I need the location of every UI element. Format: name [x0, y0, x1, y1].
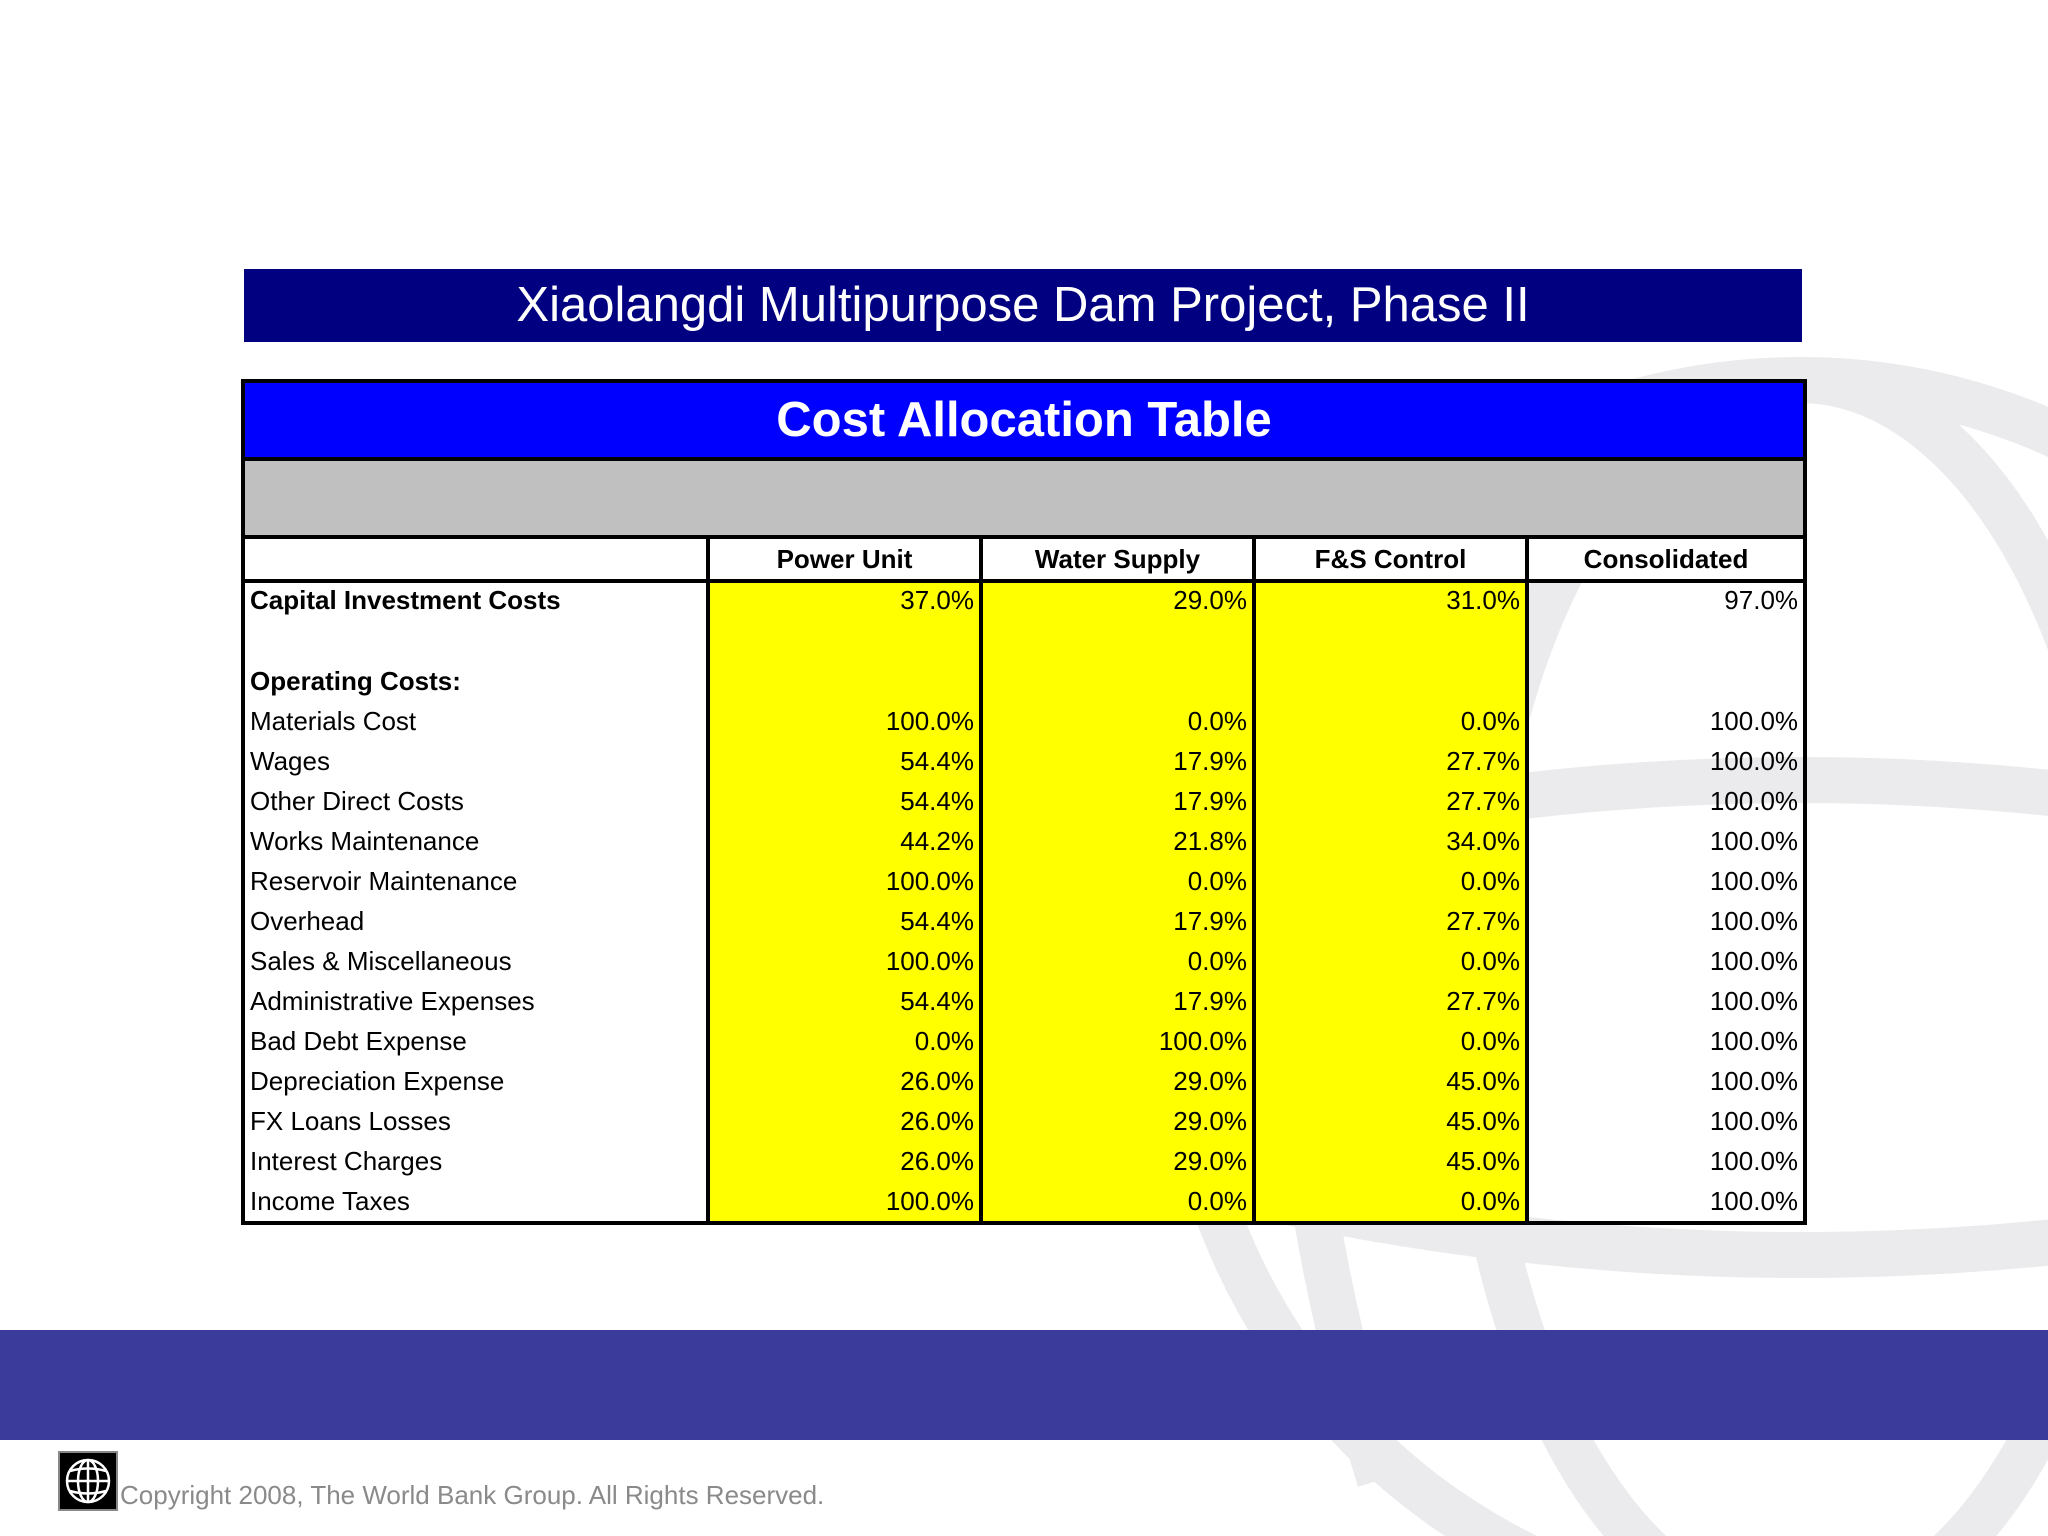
cell-fs-control: 27.7%: [1254, 981, 1527, 1021]
cell-power-unit: 37.0%: [708, 581, 981, 661]
cell-fs-control: 0.0%: [1254, 701, 1527, 741]
cell-fs-control: 45.0%: [1254, 1101, 1527, 1141]
table-row: [243, 1101, 1805, 1141]
column-header-consolidated: Consolidated: [1527, 537, 1805, 581]
row-label: Depreciation Expense: [243, 1061, 708, 1101]
cost-allocation-table: [241, 379, 1803, 1226]
column-header-power-unit: Power Unit: [708, 537, 981, 581]
cell-fs-control: 0.0%: [1254, 861, 1527, 901]
cell-water-supply: 0.0%: [981, 701, 1254, 741]
cell-fs-control: 0.0%: [1254, 1021, 1527, 1061]
row-label: Interest Charges: [243, 1141, 708, 1181]
cell-fs-control: 31.0%: [1254, 581, 1527, 661]
cell-power-unit: 44.2%: [708, 821, 981, 861]
cell-consolidated: 100.0%: [1527, 1101, 1805, 1141]
cell-water-supply: 17.9%: [981, 901, 1254, 941]
table-row: [243, 821, 1805, 861]
cell-power-unit: 100.0%: [708, 941, 981, 981]
table-row: [243, 1141, 1805, 1181]
slide-title-banner: Xiaolangdi Multipurpose Dam Project, Phase II: [244, 269, 1802, 342]
cell-water-supply: 17.9%: [981, 781, 1254, 821]
cell-water-supply: 29.0%: [981, 1061, 1254, 1101]
table-row: [243, 941, 1805, 981]
row-label: Sales & Miscellaneous: [243, 941, 708, 981]
row-label: Works Maintenance: [243, 821, 708, 861]
cell-fs-control: 27.7%: [1254, 741, 1527, 781]
cell-power-unit: 26.0%: [708, 1061, 981, 1101]
cell-consolidated: 100.0%: [1527, 821, 1805, 861]
cell-water-supply: 17.9%: [981, 741, 1254, 781]
cell-fs-control: 27.7%: [1254, 901, 1527, 941]
cell-water-supply: 0.0%: [981, 1181, 1254, 1223]
cell-consolidated: 100.0%: [1527, 901, 1805, 941]
row-label: FX Loans Losses: [243, 1101, 708, 1141]
row-label: Income Taxes: [243, 1181, 708, 1223]
cell-consolidated: 100.0%: [1527, 741, 1805, 781]
cell-consolidated: 100.0%: [1527, 861, 1805, 901]
cell-water-supply: 21.8%: [981, 821, 1254, 861]
cell-fs-control: 45.0%: [1254, 1061, 1527, 1101]
cell-power-unit: 54.4%: [708, 981, 981, 1021]
table-spacer-band: [243, 459, 1805, 537]
table-row-capital: [243, 581, 1805, 661]
cell-consolidated: 100.0%: [1527, 941, 1805, 981]
column-header-fs-control: F&S Control: [1254, 537, 1527, 581]
section-heading: Operating Costs:: [243, 661, 708, 701]
cell-fs-control: 27.7%: [1254, 781, 1527, 821]
cell-consolidated: 100.0%: [1527, 981, 1805, 1021]
table-row-operating-heading: [243, 661, 1805, 701]
table-row: [243, 901, 1805, 941]
cell-consolidated: 100.0%: [1527, 781, 1805, 821]
cell-power-unit: 54.4%: [708, 741, 981, 781]
cell-water-supply: 17.9%: [981, 981, 1254, 1021]
cell-power-unit: 54.4%: [708, 781, 981, 821]
table-title: Cost Allocation Table: [243, 381, 1805, 459]
table-row: [243, 981, 1805, 1021]
cell-water-supply: 29.0%: [981, 581, 1254, 661]
column-header-water-supply: Water Supply: [981, 537, 1254, 581]
row-label: Wages: [243, 741, 708, 781]
cell-water-supply: 100.0%: [981, 1021, 1254, 1061]
cell-consolidated: 100.0%: [1527, 701, 1805, 741]
cell-water-supply: 29.0%: [981, 1141, 1254, 1181]
cell-consolidated: 97.0%: [1527, 581, 1805, 661]
table-row: [243, 1061, 1805, 1101]
table-row: [243, 1181, 1805, 1223]
cell-power-unit: 26.0%: [708, 1141, 981, 1181]
row-label: Administrative Expenses: [243, 981, 708, 1021]
row-label: Reservoir Maintenance: [243, 861, 708, 901]
row-label: Materials Cost: [243, 701, 708, 741]
footer-band: [0, 1330, 2048, 1440]
world-bank-globe-icon: [58, 1451, 118, 1511]
row-label: Other Direct Costs: [243, 781, 708, 821]
operating-cost-rows: [243, 701, 1805, 1223]
cell-water-supply: 0.0%: [981, 861, 1254, 901]
cell-consolidated: 100.0%: [1527, 1141, 1805, 1181]
cell-power-unit: 100.0%: [708, 1181, 981, 1223]
cell-consolidated: 100.0%: [1527, 1061, 1805, 1101]
cell-power-unit: 100.0%: [708, 861, 981, 901]
column-header-label: [243, 537, 708, 581]
row-label: Overhead: [243, 901, 708, 941]
cell-consolidated: 100.0%: [1527, 1021, 1805, 1061]
table-row: [243, 781, 1805, 821]
cell-power-unit: 0.0%: [708, 1021, 981, 1061]
cell-power-unit: 54.4%: [708, 901, 981, 941]
row-label: Bad Debt Expense: [243, 1021, 708, 1061]
cell-fs-control: 0.0%: [1254, 1181, 1527, 1223]
cell-water-supply: 0.0%: [981, 941, 1254, 981]
cell-power-unit: 26.0%: [708, 1101, 981, 1141]
table-row: [243, 1021, 1805, 1061]
cell-power-unit: 100.0%: [708, 701, 981, 741]
row-label: Capital Investment Costs: [243, 581, 708, 661]
copyright-text: Copyright 2008, The World Bank Group. All Rights Reserved.: [120, 1480, 825, 1510]
table-header-row: [243, 537, 1805, 581]
table-row: [243, 741, 1805, 781]
cell-fs-control: 45.0%: [1254, 1141, 1527, 1181]
cell-fs-control: 34.0%: [1254, 821, 1527, 861]
cell-consolidated: 100.0%: [1527, 1181, 1805, 1223]
table-row: [243, 861, 1805, 901]
cell-water-supply: 29.0%: [981, 1101, 1254, 1141]
table-row: [243, 701, 1805, 741]
cell-fs-control: 0.0%: [1254, 941, 1527, 981]
